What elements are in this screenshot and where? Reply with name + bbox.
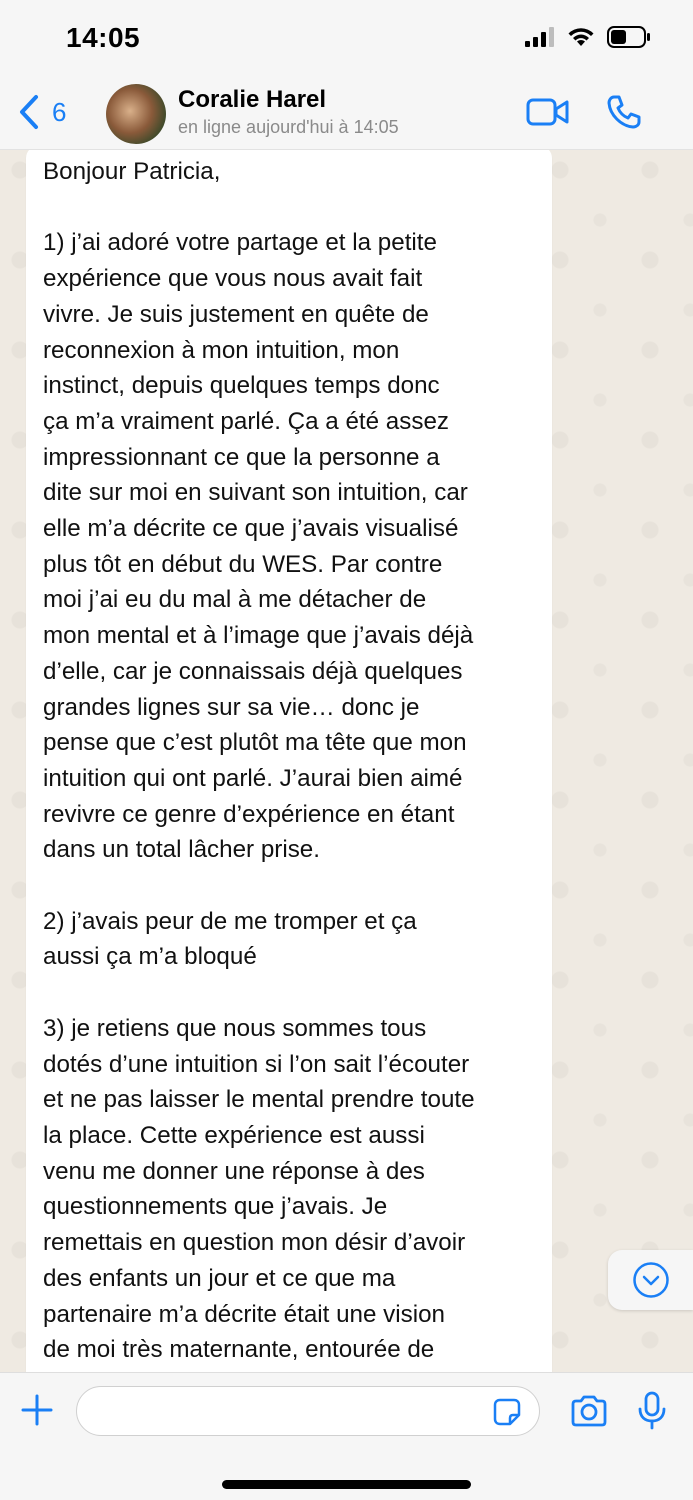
chat-header	[0, 80, 693, 150]
plus-icon[interactable]	[20, 1393, 54, 1427]
avatar[interactable]	[106, 84, 166, 144]
chevron-left-icon	[18, 94, 40, 130]
unread-count: 6	[52, 96, 67, 127]
signal-icon	[525, 27, 555, 47]
contact-name[interactable]: Coralie Harel	[178, 86, 327, 113]
phone-icon[interactable]	[606, 94, 642, 130]
chevron-down-circle-icon	[632, 1261, 670, 1299]
status-bar	[0, 0, 693, 80]
microphone-icon[interactable]	[637, 1391, 667, 1431]
chat-area[interactable]	[0, 150, 693, 1372]
message-input[interactable]	[76, 1386, 540, 1436]
contact-status: en ligne aujourd'hui à 14:05	[178, 117, 399, 137]
message-bubble[interactable]	[26, 150, 552, 1372]
composer-bar	[0, 1372, 693, 1500]
back-button[interactable]	[18, 94, 66, 130]
message-text: Bonjour Patricia, 1) j’ai adoré votre partage et la petite expérience que vous nous avait fait vivre. Je suis justement en quête de reconnexion à mon intuition, mon instinct, depuis quelques temps donc ça m’a vraiment parlé. Ça a été assez impressionnant ce que la personne a dite sur moi en suivant son intuition, car elle m’a décrite ce que j’avais visualisé plus tôt en début du WES. Par contre moi j’ai eu du mal à me détacher de mon mental et à l’image que j’avais déjà d’elle, car je connaissais déjà quelques grandes lignes sur sa vie… donc je pense que c’est plutôt ma tête que mon intuition qui ont parlé. J’aurai bien aimé revivre ce genre d’expérience en étant dans un total lâcher prise. 2) j’avais peur de me tromper et ça aussi ça m’a bloqué 3) je retiens que nous sommes tous dotés d’une intuition si l’on sait l’écouter et ne pas laisser le mental prendre toute la place. Cette expérience est aussi venu me donner une réponse à des questionnements que j’avais. Je remettais en question mon désir d’avoir des enfants un jour et ce que ma partenaire m’a décrite était une vision de moi très maternante, entourée de	[43, 158, 475, 1364]
home-indicator	[222, 1480, 471, 1489]
battery-icon	[607, 26, 651, 48]
status-time: 14:05	[66, 22, 141, 53]
scroll-down-button[interactable]	[608, 1250, 693, 1310]
wifi-icon	[567, 27, 595, 47]
video-call-icon[interactable]	[526, 97, 570, 127]
camera-icon[interactable]	[569, 1394, 609, 1428]
sticker-icon[interactable]	[491, 1396, 523, 1428]
status-icons	[525, 26, 651, 48]
